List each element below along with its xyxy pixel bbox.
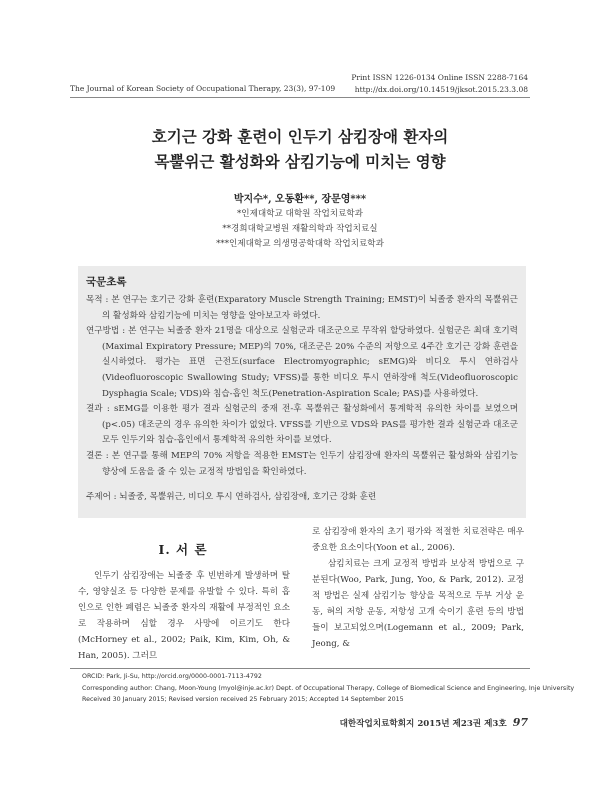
body-column-right — [312, 524, 524, 652]
abstract-conclusion: 결론 : 본 연구를 통해 MEP의 70% 저항을 적용한 EMST는 인두기 삼킴장애 환자의 목뿔위근 활성화와 삼킴기능 향상에 도움을 줄 수 있는 교정적 방법임을 확인하였다. — [86, 450, 518, 477]
issn-line: Print ISSN 1226-0134 Online ISSN 2288-7164 — [351, 73, 528, 82]
doi-link[interactable]: http://dx.doi.org/10.14519/jksot.2015.23.3.08 — [354, 85, 528, 94]
keywords: 주제어 : 뇌졸중, 목뿔위근, 비디오 투시 연하검사, 삼킴장애, 호기근 강화 훈련 — [86, 492, 377, 502]
affiliation-3: ***인제대학교 의생명공학대학 작업치료학과 — [216, 239, 384, 249]
journal-citation: The Journal of Korean Society of Occupational Therapy, 23(3), 97-109 — [70, 84, 336, 93]
abstract-purpose: 목적 : 본 연구는 호기근 강화 훈련(Exparatory Muscle Strength Training; EMST)이 뇌졸중 환자의 목뿔위근의 활성화와 삼킴기능에 미치는 영향을 알아보고자 하였다. — [86, 295, 518, 321]
abstract-heading: 국문초록 — [86, 276, 127, 288]
corresponding-author-note: Corresponding author: Chang, Moon-Young (myol@inje.ac.kr) Dept. of Occupational Therapy, College of Biomedical Science and Engineering, Inje University — [82, 684, 575, 692]
section-heading-introduction: Ⅰ. 서 론 — [158, 542, 208, 557]
abstract-results: 결과 : sEMG를 이용한 평가 결과 실험군의 중재 전-후 목뿔위근 활성화에서 통계학적 유의한 차이를 보였으며(p<.05) 대조군의 경우 유의한 차이가 없었다. VFSS를 기반으로 VDS와 PAS를 평가한 결과 실험군과 대조군 모두 인두기와 침습-흡인에서 통계학적 유의한 차이를 보였다. — [86, 404, 518, 446]
orcid-note: ORCID: Park, Ji-Su, http://orcid.org/0000-0001-7113-4792 — [82, 673, 262, 680]
author-list: 박지수*, 오동환**, 장문영*** — [233, 194, 367, 205]
page-footer — [340, 716, 528, 729]
intro-paragraph-2: 삼킴치료는 크게 교정적 방법과 보상적 방법으로 구분된다(Woo, Park, Jung, Yoo, & Park, 2012). 교정적 방법은 실제 삼킴기능 향상을 목적으로 두부 거상 운동, 혀의 저항 운동, 저항성 고개 숙이기 훈련 등의 방법들이 보고되었으며(Logemann et al., 2009; Park, Jeong, & — [312, 559, 524, 649]
affiliations — [0, 207, 600, 252]
footnote-divider — [70, 668, 530, 669]
intro-paragraph-1-continued: 로 삼킴장애 환자의 초기 평가와 적절한 치료전략은 매우 중요한 요소이다(Yoon et al., 2006). — [312, 527, 524, 553]
title-line-1: 호기근 강화 훈련이 인두기 삼킴장애 환자의 — [151, 127, 449, 146]
page-number: 97 — [512, 716, 528, 729]
footer-journal: 대한작업치료학회지 2015년 제23권 제3호 — [339, 719, 507, 729]
body-column-left — [78, 568, 290, 664]
footnotes — [82, 671, 574, 706]
issn-doi-block — [351, 72, 528, 96]
affiliation-2: **경희대학교병원 재활의학과 작업치료실 — [222, 224, 378, 234]
title-line-2: 목뿔위근 활성화와 삼킴기능에 미치는 영향 — [154, 152, 446, 171]
intro-paragraph-1: 인두기 삼킴장애는 뇌졸중 후 빈번하게 발생하며 탈수, 영양실조 등 다양한 문제를 유발할 수 있다. 특히 흡인으로 인한 폐렴은 뇌졸중 환자의 재활에 부정적인 요소로 작용하며 심할 경우 사망에 이르기도 한다(McHorney et al., 2002; Paik, Kim, Kim, Oh, & Han, 2005). 그러므 — [78, 571, 290, 661]
abstract-body — [86, 293, 518, 480]
header-divider — [70, 97, 530, 98]
received-dates-note: Received 30 January 2015; Revised version received 25 February 2015; Accepted 14 September 2015 — [82, 696, 404, 703]
affiliation-1: *인제대학교 대학원 작업치료학과 — [237, 209, 363, 219]
article-title — [0, 124, 600, 174]
abstract-methods: 연구방법 : 본 연구는 뇌졸중 환자 21명을 대상으로 실험군과 대조군으로 무작위 할당하였다. 실험군은 최대 호기력(Maximal Expiratory Pressure; MEP)의 70%, 대조군은 20% 수준의 저항으로 4주간 호기근 강화 훈련을 실시하였다. 평가는 표면 근전도(surface Electromyographic; sEMG)와 비디오 투시 연하검사(Videofluoroscopic Swallowing Study; VFSS)를 통한 비디오 투시 연하장애 척도(Videofluoroscopic Dysphagia Scale; VDS)와 침습-흡인 척도(Penetration-Aspiration Scale; PAS)를 사용하였다. — [86, 326, 518, 399]
